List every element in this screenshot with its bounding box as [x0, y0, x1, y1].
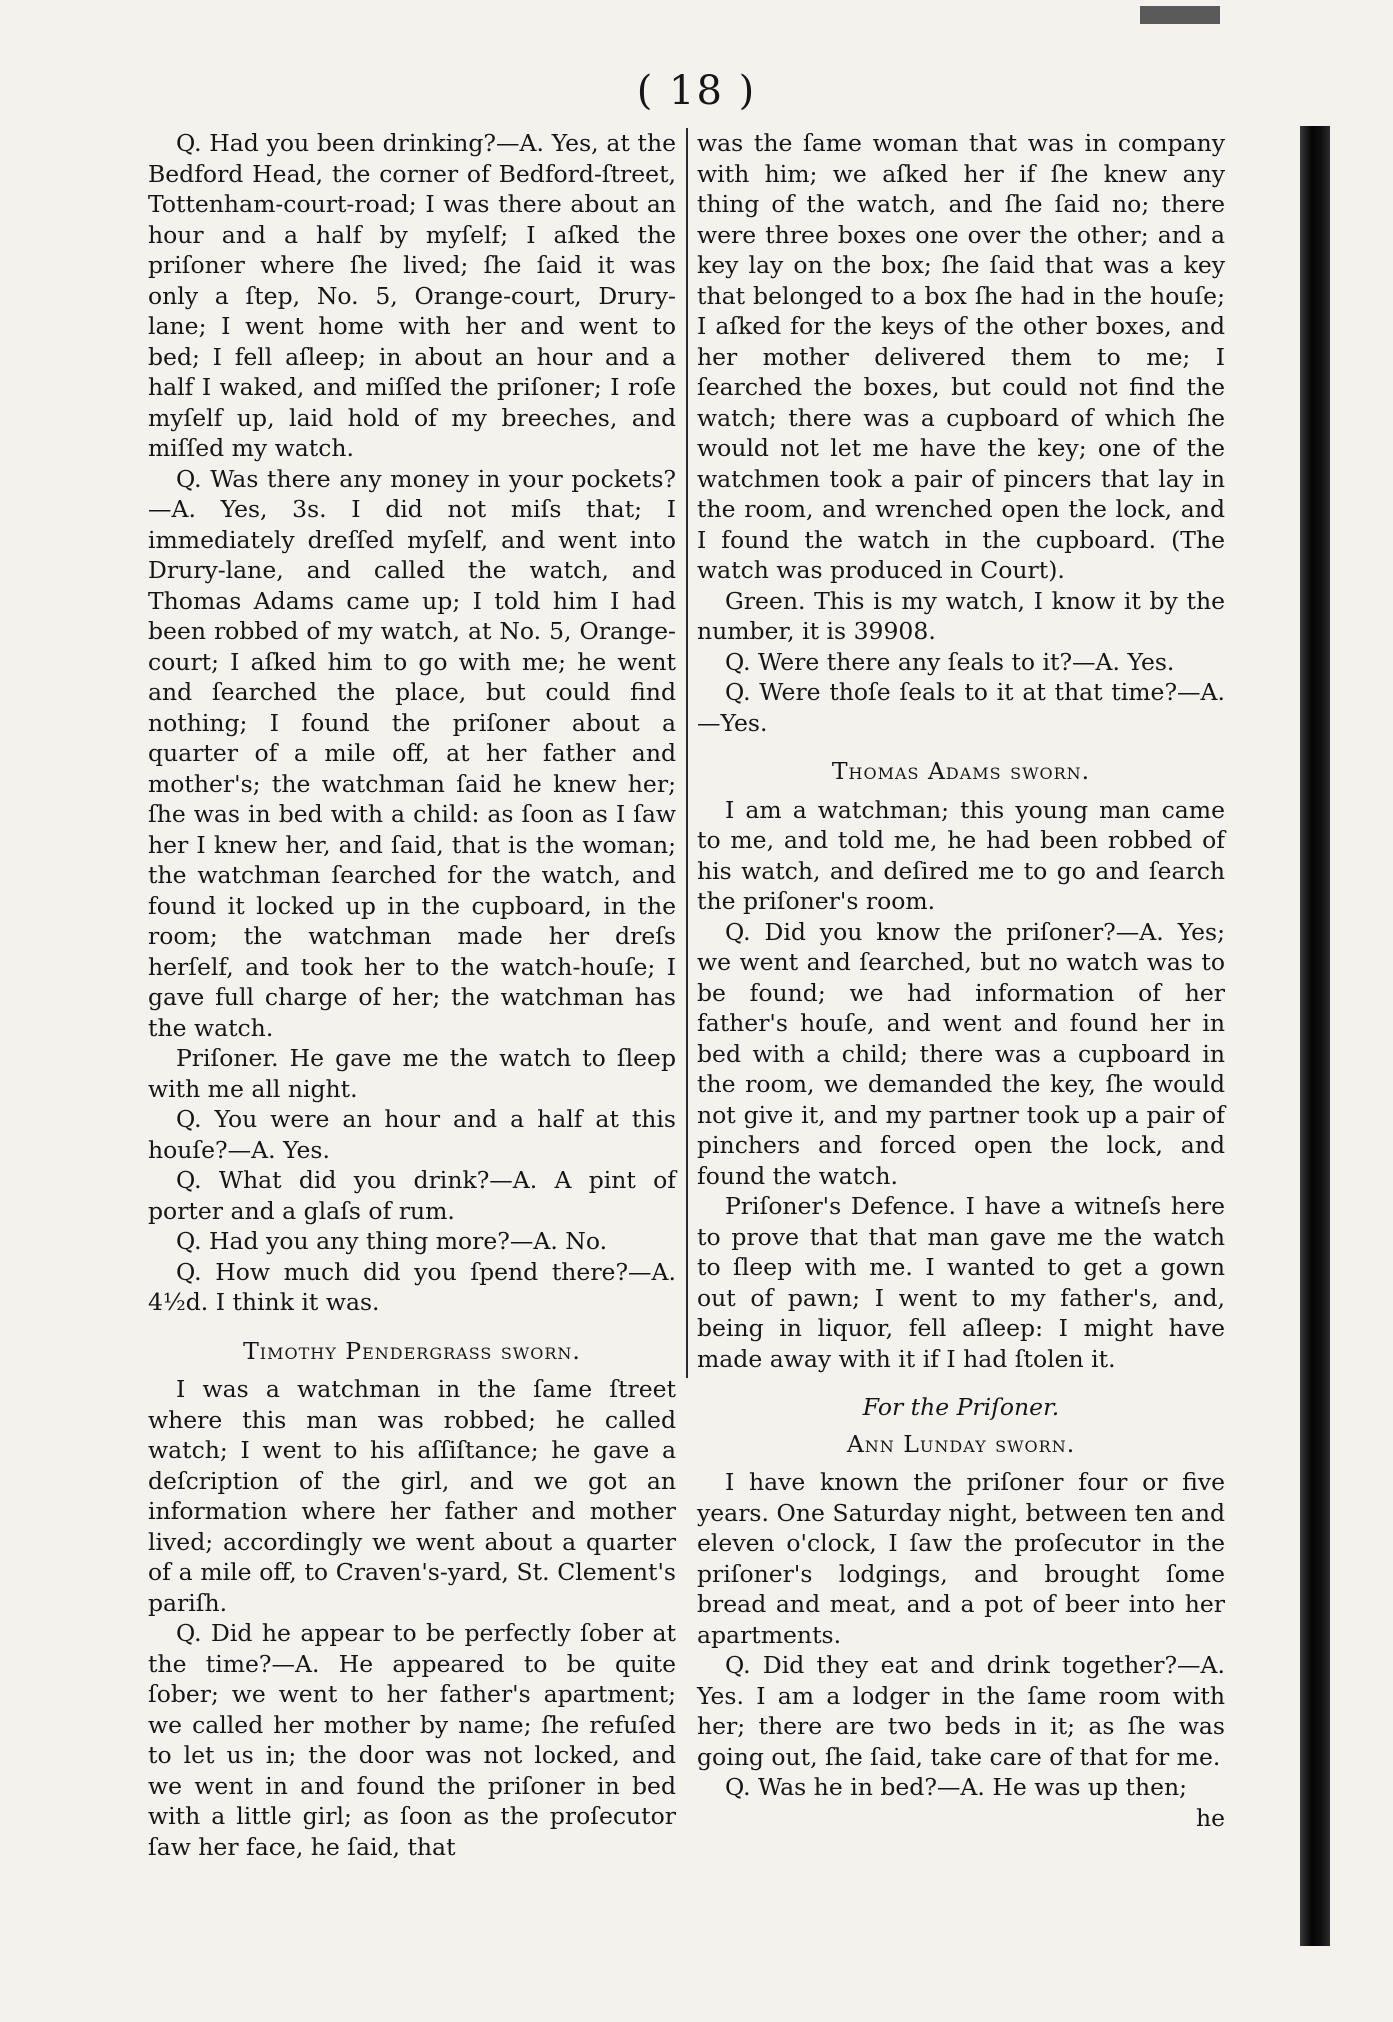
paragraph: Q. Did you know the priſoner?—A. Yes; we went and ſearched, but no watch was to be found; we had information of her father's houſe, and went and found her in bed with a child; there was a cupboard in the room, we demanded the key, ſhe would not give it, and my partner took up a pair of pinchers and forced open the lock, and found the watch.	[697, 917, 1225, 1190]
paragraph: I have known the priſoner four or five years. One Saturday night, between ten and eleven o'clock, I ſaw the proſecutor in the priſoner's lodgings, and brought ſome bread and meat, and a pot of beer into her apartments.	[697, 1468, 1225, 1649]
paragraph: Q. Were thoſe ſeals to it at that time?—A.—Yes.	[697, 678, 1225, 737]
catchword: he	[1195, 1803, 1225, 1832]
witness-heading: Timothy Pendergrass ſworn.	[243, 1336, 581, 1365]
paragraph: I was a watchman in the ſame ſtreet where this man was robbed; he called watch; I went to his aſſiſtance; he gave a deſcription of the girl, and we got an information where her father and mother lived; accordingly we went about a quarter of a mile off, to Craven's-yard, St. Clement's pariſh.	[148, 1375, 676, 1617]
witness-heading: Thomas Adams ſworn.	[831, 757, 1091, 785]
paragraph: Q. Was he in bed?—A. He was up then;	[725, 1773, 1188, 1801]
witness-heading: Ann Lunday ſworn.	[846, 1429, 1076, 1458]
paragraph: Q. Did they eat and drink together?—A. Yes. I am a lodger in the ſame room with her; there are two beds in it; as ſhe was going out, ſhe ſaid, take care of that for me.	[697, 1651, 1225, 1771]
paragraph: Q. Were there any ſeals to it?—A. Yes.	[725, 647, 1175, 676]
paragraph: was the ſame woman that was in company with him; we aſked her if ſhe knew any thing of the watch, and ſhe ſaid no; there were three boxes one over the other; and a key lay on the box; ſhe ſaid that was a key that belonged to a box ſhe had in the houſe; I aſked for the keys of the other boxes, and her mother delivered them to me; I ſearched the boxes, but could not find the watch; there was a cupboard of which ſhe would not let me have the key; one of the watchmen took a pair of pincers that lay in the room, and wrenched open the lock, and I found the watch in the cupboard. (The watch was produced in Court).	[697, 129, 1225, 584]
paragraph: Q. Was there any money in your pockets?—A. Yes, 3s. I did not miſs that; I immediately dreſſed myſelf, and went into Drury-lane, and called the watch, and Thomas Adams came up; I told him I had been robbed of my watch, at No. 5, Orange-court; I aſked him to go with me; he went and ſearched the place, but could find nothing; I found the priſoner about a quarter of a mile off, at her father and mother's; the watchman ſaid he knew her; ſhe was in bed with a child: as ſoon as I ſaw her I knew her, and ſaid, that is the woman; the watchman ſearched for the watch, and found it locked up in the cupboard, in the room; the watchman made her dreſs herſelf, and took her to the watch-houſe; I gave full charge of her; the watchman has the watch.	[148, 464, 676, 1042]
right-column	[697, 128, 1225, 1833]
paragraph: Q. Had you any thing more?—A. No.	[176, 1227, 608, 1255]
paragraph: Q. How much did you ſpend there?—A. 4½d. I think it was.	[148, 1257, 676, 1316]
paragraph: Priſoner's Defence. I have a witneſs here to prove that that man gave me the watch to ſleep with me. I wanted to get a gown out of pawn; I went to my father's, and, being in liquor, fell aſleep: I might have made away with it if I had ſtolen it.	[697, 1192, 1225, 1373]
paragraph: Q. You were an hour and a half at this houſe?—A. Yes.	[148, 1105, 676, 1164]
paragraph: Green. This is my watch, I know it by the number, it is 39908.	[697, 586, 1225, 645]
paragraph: Priſoner. He gave me the watch to ſleep with me all night.	[148, 1044, 676, 1103]
section-subheading: For the Priſoner.	[862, 1393, 1060, 1421]
edge-mark	[1140, 6, 1220, 24]
paragraph: I am a watchman; this young man came to me, and told me, he had been robbed of his watch, and deſired me to go and ſearch the priſoner's room.	[697, 795, 1225, 915]
column-rule	[686, 128, 688, 1378]
left-column	[148, 128, 676, 1862]
paragraph: Q. What did you drink?—A. A pint of porter and a glaſs of rum.	[148, 1166, 676, 1225]
page-number: ( 18 )	[636, 68, 757, 114]
paragraph: Q. Did he appear to be perfectly ſober at the time?—A. He appeared to be quite ſober; we went to her father's apartment; we called her mother by name; ſhe refuſed to let us in; the door was not locked, and we went in and found the priſoner in bed with a little girl; as ſoon as the proſecutor ſaw her face, he ſaid, that	[148, 1619, 676, 1861]
page-edge-band	[1300, 126, 1330, 1946]
paragraph: Q. Had you been drinking?—A. Yes, at the Bedford Head, the corner of Bedford-ſtreet, Tottenham-court-road; I was there about an hour and a half by myſelf; I aſked the priſoner where ſhe lived; ſhe ſaid it was only a ſtep, No. 5, Orange-court, Drury-lane; I went home with her and went to bed; I fell aſleep; in about an hour and a half I waked, and miſſed the priſoner; I roſe myſelf up, laid hold of my breeches, and miſſed my watch.	[148, 129, 676, 462]
